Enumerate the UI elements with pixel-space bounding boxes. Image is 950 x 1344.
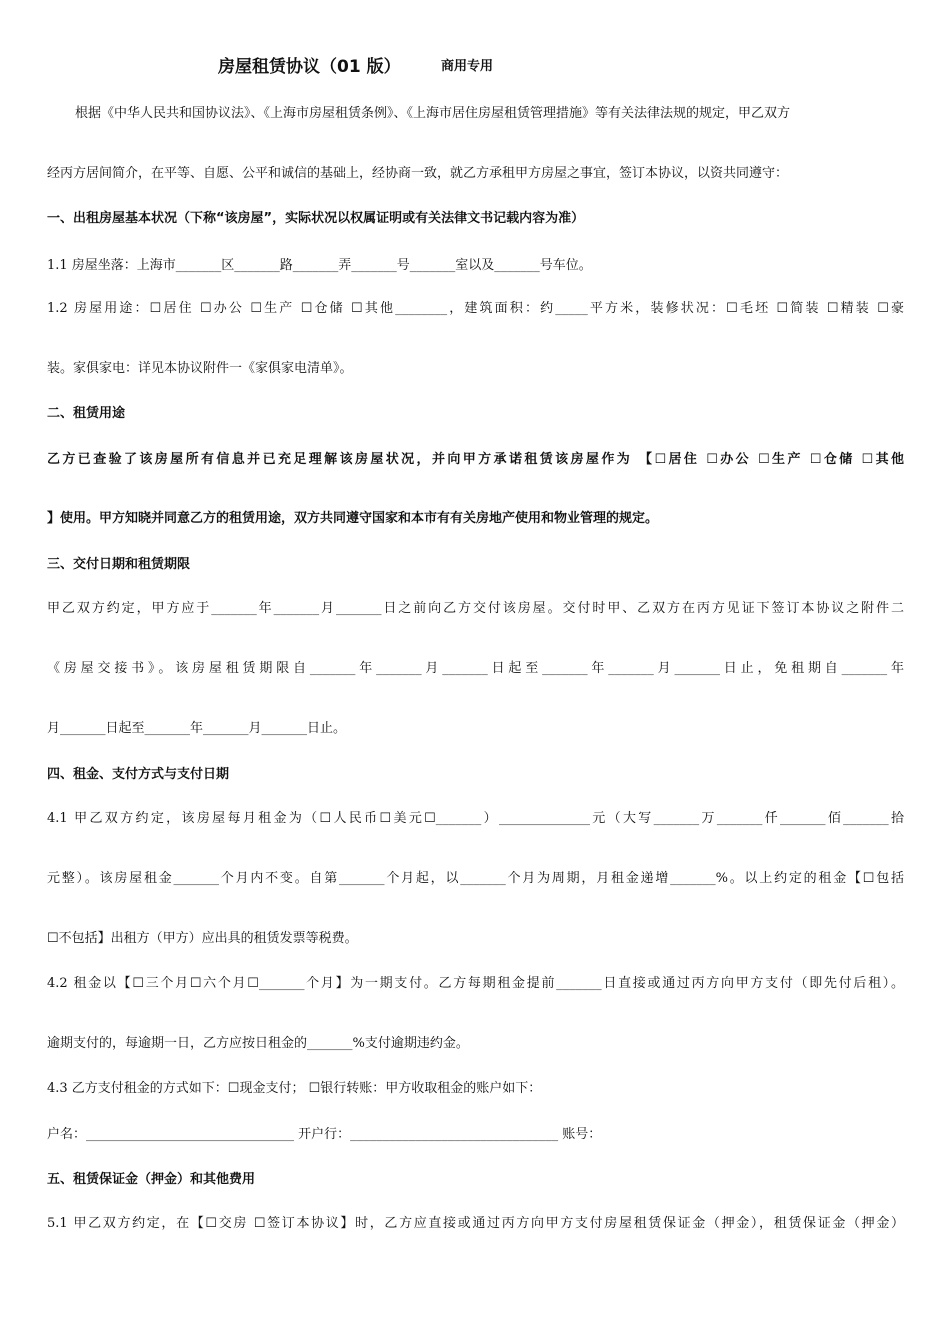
account-info-line: 户名：________________________________ 开户行：________________________________ 账号：	[47, 1127, 602, 1142]
clause-4-3: 4.3 乙方支付租金的方式如下：☐现金支付； ☐银行转账：甲方收取租金的账户如下：	[47, 1081, 542, 1096]
document-subtitle: 商用专用	[441, 59, 494, 74]
preamble-line-2: 经丙方居间简介，在平等、自愿、公平和诚信的基础上，经协商一致，就乙方承租甲方房屋之事宜，签订本协议，以资共同遵守：	[47, 166, 789, 181]
section-1-heading: 一、出租房屋基本状况（下称“该房屋”，实际状况以权属证明或有关法律文书记载内容为准）	[47, 211, 585, 226]
section-3-heading: 三、交付日期和租赁期限	[47, 557, 191, 572]
section-2-line-2: 】使用。甲方知晓并同意乙方的租赁用途，双方共同遵守国家和本市有有关房地产使用和物业管理的规定。	[47, 511, 659, 526]
section-4-heading: 四、租金、支付方式与支付日期	[47, 767, 230, 782]
document-title: 房屋租赁协议（01 版）	[218, 57, 401, 77]
clause-4-1-line-3: ☐不包括】出租方（甲方）应出具的租赁发票等税费。	[47, 931, 358, 946]
clause-4-2-line-2: 逾期支付的，每逾期一日，乙方应按日租金的_______%支付逾期违约金。	[47, 1036, 469, 1051]
clause-1-2-line-2: 装。家俱家电：详见本协议附件一《家俱家电清单》。	[47, 361, 353, 376]
section-3-line-3: 月_______日起至_______年_______月_______日止。	[47, 721, 347, 736]
section-5-heading: 五、租赁保证金（押金）和其他费用	[47, 1172, 256, 1187]
section-3-line-1: 甲乙双方约定，甲方应于_______年_______月_______日之前向乙方交付该房屋。交付时甲、乙双方在丙方见证下签订本协议之附件二	[47, 601, 904, 616]
preamble-line-1: 根据《中华人民共和国协议法》、《上海市房屋租赁条例》、《上海市居住房屋租赁管理措施》等有关法律法规的规定，甲乙双方	[75, 106, 791, 121]
clause-4-2-line-1: 4.2 租金以【☐三个月☐六个月☐_______个月】为一期支付。乙方每期租金提前_______日直接或通过丙方向甲方支付（即先付后租）。	[47, 976, 904, 991]
section-3-line-2: 《房屋交接书》。该房屋租赁期限自_______年_______月_______日起至_______年_______月_______日止，免租期自_______年	[47, 661, 904, 676]
clause-5-1-line-1: 5.1 甲乙双方约定，在【☐交房 ☐签订本协议】时，乙方应直接或通过丙方向甲方支付房屋租赁保证金（押金），租赁保证金（押金）	[47, 1216, 904, 1231]
clause-4-1-line-2: 元整）。该房屋租金_______个月内不变。自第_______个月起，以_______个月为周期，月租金递增_______%。以上约定的租金【☐包括	[47, 871, 904, 886]
clause-1-1: 1.1 房屋坐落：上海市_______区_______路_______弄_______号_______室以及_______号车位。	[47, 258, 592, 273]
clause-1-2-line-1: 1.2 房屋用途：☐居住 ☐办公 ☐生产 ☐仓储 ☐其他________，建筑面积：约_____平方米，装修状况：☐毛坯 ☐简装 ☐精装 ☐豪	[47, 301, 904, 316]
section-2-line-1: 乙方已查验了该房屋所有信息并已充足理解该房屋状况，并向甲方承诺租赁该房屋作为 【☐居住 ☐办公 ☐生产 ☐仓储 ☐其他	[47, 452, 904, 467]
clause-4-1-line-1: 4.1 甲乙双方约定，该房屋每月租金为（☐人民币☐美元☐_______）______________元（大写_______万_______仟_______佰_______拾	[47, 811, 904, 826]
section-2-heading: 二、租赁用途	[47, 406, 126, 421]
